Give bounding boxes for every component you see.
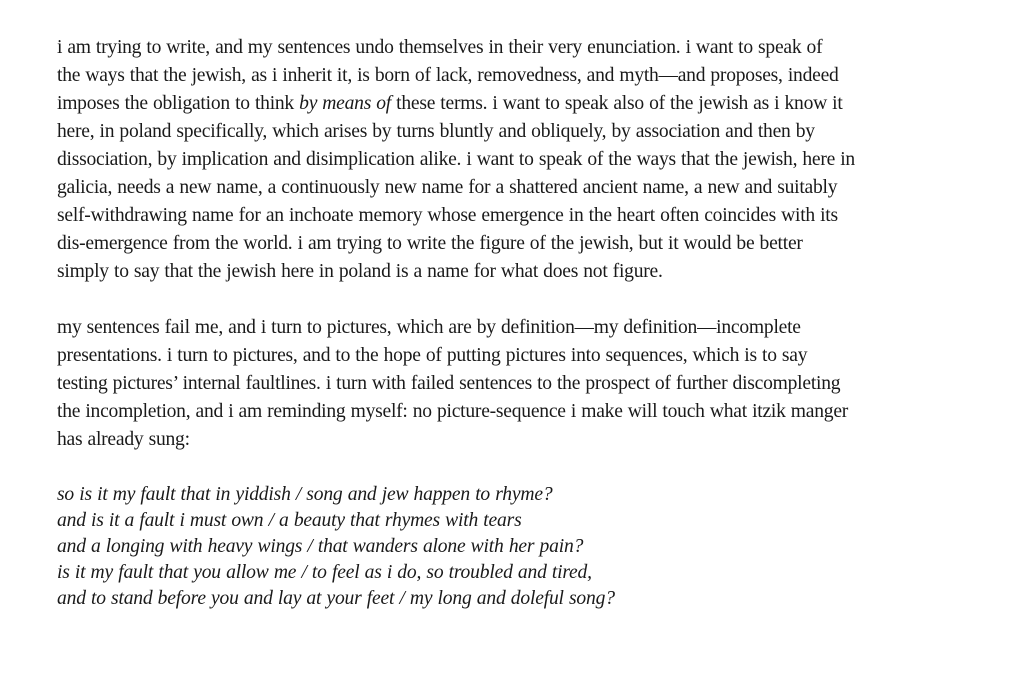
text-line: presentations. i turn to pictures, and to the hope of putting pictures into sequences, which is to say <box>57 345 808 366</box>
paragraph-writing <box>57 34 984 286</box>
text-line: i am trying to write, and my sentences undo themselves in their very enunciation. i want to speak of <box>57 37 823 58</box>
text-line: dis-emergence from the world. i am trying to write the figure of the jewish, but it would be better <box>57 233 803 254</box>
paragraph-pictures <box>57 314 984 454</box>
emphasis-text: by means of <box>299 93 391 114</box>
text-line: simply to say that the jewish here in poland is a name for what does not figure. <box>57 261 663 282</box>
text-line: here, in poland specifically, which arises by turns bluntly and obliquely, by association and then by <box>57 121 815 142</box>
paragraph-spacer <box>57 454 984 482</box>
paragraph-spacer <box>57 286 984 314</box>
text-line: has already sung: <box>57 429 190 450</box>
poem-quotation <box>57 482 984 612</box>
text-line: the incompletion, and i am reminding myself: no picture-sequence i make will touch what itzik manger <box>57 401 849 422</box>
poem-line: and to stand before you and lay at your feet / my long and doleful song? <box>57 588 615 609</box>
text-line: testing pictures’ internal faultlines. i turn with failed sentences to the prospect of further discompleting <box>57 373 841 394</box>
poem-line: and is it a fault i must own / a beauty that rhymes with tears <box>57 510 522 531</box>
text-line: galicia, needs a new name, a continuously new name for a shattered ancient name, a new and suitably <box>57 177 838 198</box>
poem-line: so is it my fault that in yiddish / song and jew happen to rhyme? <box>57 484 553 505</box>
poem-line: is it my fault that you allow me / to feel as i do, so troubled and tired, <box>57 562 592 583</box>
text-run: imposes the obligation to think <box>57 93 300 114</box>
text-line: self-withdrawing name for an inchoate memory whose emergence in the heart often coincides with its <box>57 205 838 226</box>
text-line: dissociation, by implication and disimplication alike. i want to speak of the ways that the jewish, here in <box>57 149 855 170</box>
text-line: my sentences fail me, and i turn to pictures, which are by definition––my definition––incomplete <box>57 317 801 338</box>
text-run: these terms. i want to speak also of the jewish as i know it <box>391 93 843 114</box>
text-line: the ways that the jewish, as i inherit it, is born of lack, removedness, and myth––and proposes, indeed <box>57 65 839 86</box>
text-line <box>57 90 984 118</box>
poem-line: and a longing with heavy wings / that wanders alone with her pain? <box>57 536 584 557</box>
